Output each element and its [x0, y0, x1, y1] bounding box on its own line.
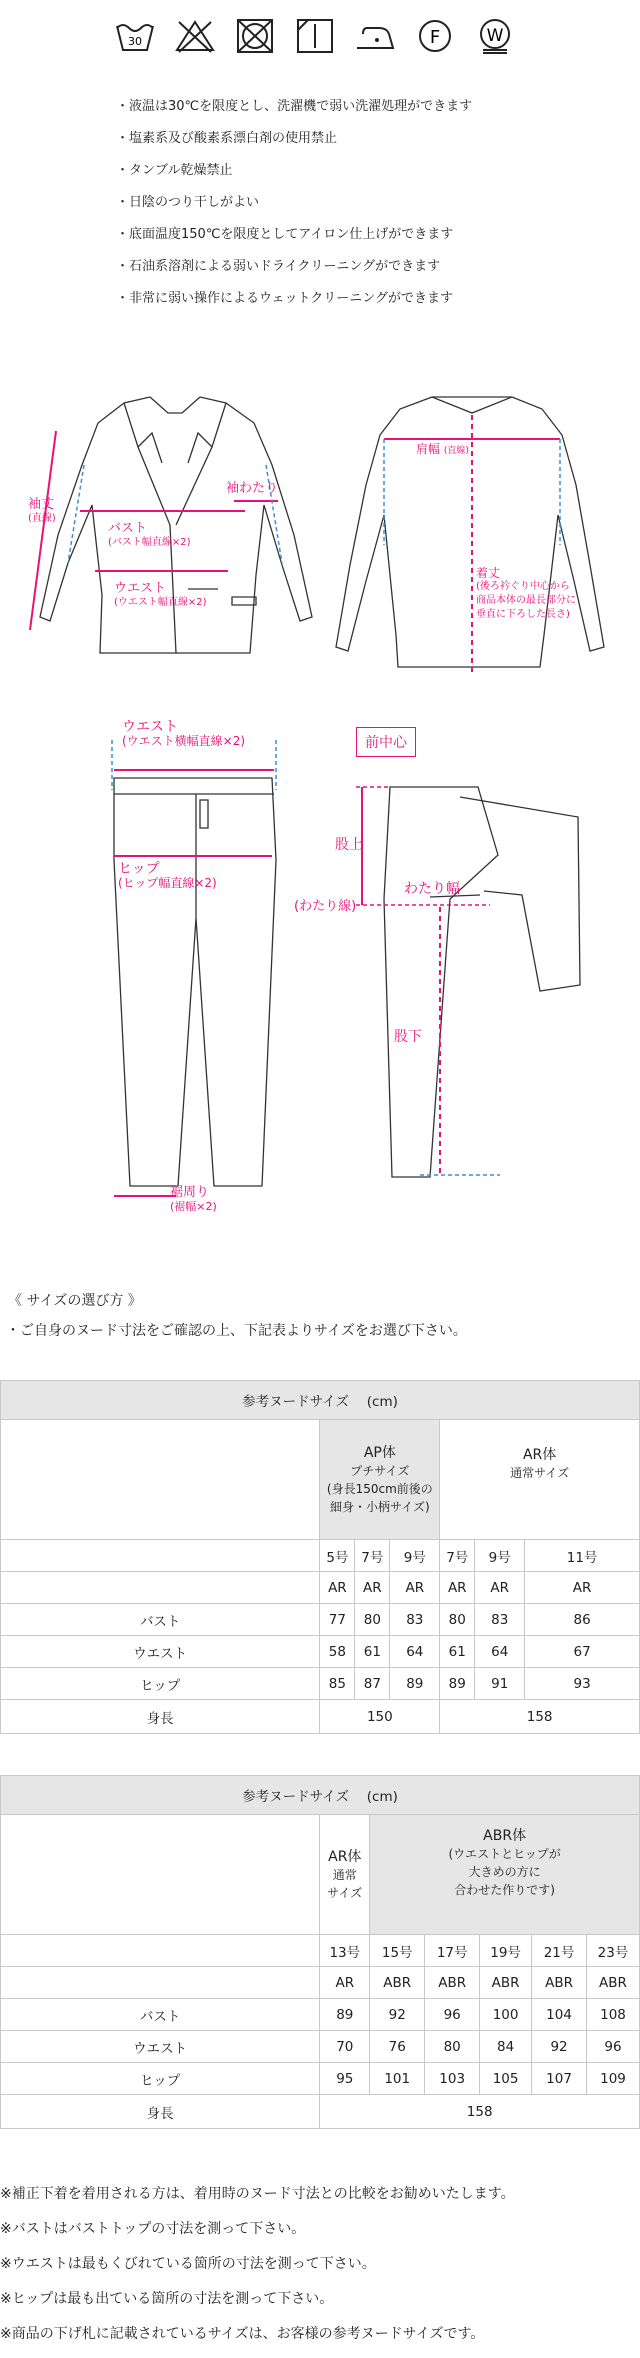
- row-label: バスト: [1, 1999, 320, 2031]
- size-cell: 11号: [525, 1540, 640, 1572]
- dry-clean-f-icon: [412, 14, 458, 58]
- row-label: 身長: [1, 2095, 320, 2129]
- value-cell: 96: [425, 1999, 480, 2031]
- no-bleach-icon: [172, 14, 218, 58]
- pants-front-diagram: [104, 730, 294, 1220]
- row-label: ウエスト: [1, 1636, 320, 1668]
- row-label: ウエスト: [1, 2031, 320, 2063]
- table2-row-hip: [1, 2063, 640, 2095]
- type-cell: ABR: [370, 1967, 425, 1999]
- size-guide-text: ・ご自身のヌード寸法をご確認の上、下記表よりサイズをお選び下さい。: [6, 1323, 467, 1339]
- thigh-width-label: わたり幅: [404, 881, 460, 897]
- row-label: 身長: [1, 1700, 320, 1734]
- value-cell: 61: [440, 1636, 475, 1668]
- type-cell: AR: [390, 1572, 440, 1604]
- table1-ap-header: AP体 プチサイズ (身長150cm前後の 細身・小柄サイズ): [320, 1420, 440, 1540]
- row-label: ヒップ: [1, 2063, 320, 2095]
- wet-clean-letter: W: [486, 26, 504, 46]
- value-cell: 92: [532, 2031, 587, 2063]
- wash-temp-label: 30: [128, 35, 142, 48]
- type-cell: ABR: [425, 1967, 480, 1999]
- size-cell: 15号: [370, 1935, 425, 1967]
- waist-label: ウエスト (ウエスト幅直線×2): [114, 581, 207, 608]
- value-cell: 77: [320, 1604, 355, 1636]
- type-cell: ABR: [532, 1967, 587, 1999]
- row-label: バスト: [1, 1604, 320, 1636]
- height-cell: 158: [440, 1700, 640, 1734]
- value-cell: 61: [355, 1636, 390, 1668]
- shoulder-width-label: 肩幅 (直線): [416, 442, 469, 456]
- thigh-line-label: (わたり線): [294, 899, 357, 914]
- height-cell: 150: [320, 1700, 440, 1734]
- size-cell: 13号: [320, 1935, 370, 1967]
- total-length-label: 着丈 (後ろ衿ぐり中心から 商品本体の最長部分に 垂直に下ろした長さ): [476, 566, 576, 620]
- note-line: ※バストはバストトップの寸法を測って下さい。: [0, 2221, 306, 2237]
- care-item: ・ 塩素系及び酸素系漂白剤の使用禁止: [116, 130, 472, 162]
- value-cell: 67: [525, 1636, 640, 1668]
- size-cell: 5号: [320, 1540, 355, 1572]
- row-label: ヒップ: [1, 1668, 320, 1700]
- care-item: ・ 非常に弱い操作によるウェットクリーニングができます: [116, 290, 472, 322]
- size-cell: 9号: [475, 1540, 525, 1572]
- size-cell: 7号: [355, 1540, 390, 1572]
- line-dry-shade-icon: [292, 14, 338, 58]
- sleeve-length-label: 袖丈 (直線): [28, 497, 56, 524]
- table2-row-bust: [1, 1999, 640, 2031]
- front-center-label: 前中心: [356, 727, 416, 757]
- care-item: ・ 石油系溶剤による弱いドライクリーニングができます: [116, 258, 472, 290]
- value-cell: 64: [475, 1636, 525, 1668]
- value-cell: 92: [370, 1999, 425, 2031]
- value-cell: 87: [355, 1668, 390, 1700]
- size-cell: 7号: [440, 1540, 475, 1572]
- table1-caption: 参考ヌードサイズ (cm): [1, 1381, 640, 1420]
- value-cell: 101: [370, 2063, 425, 2095]
- type-cell: AR: [355, 1572, 390, 1604]
- value-cell: 96: [587, 2031, 640, 2063]
- table2-row-height: [1, 2095, 640, 2129]
- value-cell: 89: [320, 1999, 370, 2031]
- type-cell: ABR: [480, 1967, 532, 1999]
- value-cell: 84: [480, 2031, 532, 2063]
- table2-blank: [1, 1815, 320, 1935]
- value-cell: 103: [425, 2063, 480, 2095]
- value-cell: 64: [390, 1636, 440, 1668]
- value-cell: 58: [320, 1636, 355, 1668]
- pants-waist-label: ウエスト (ウエスト横幅直線×2): [122, 719, 246, 748]
- value-cell: 80: [440, 1604, 475, 1636]
- value-cell: 89: [440, 1668, 475, 1700]
- bicep-label: 袖わたり: [226, 481, 279, 496]
- iron-low-icon: [352, 14, 398, 58]
- nude-size-table-1: [0, 1380, 640, 1734]
- value-cell: 105: [480, 2063, 532, 2095]
- table2-abr-header: ABR体 (ウエストとヒップが 大きめの方に 合わせた作りです): [370, 1815, 640, 1935]
- size-cell: 23号: [587, 1935, 640, 1967]
- type-cell: ABR: [587, 1967, 640, 1999]
- note-line: ※補正下着を着用される方は、着用時のヌード寸法との比較をお勧めいたします。: [0, 2186, 515, 2202]
- hem-label: 裾周り (裾幅×2): [170, 1185, 217, 1213]
- size-cell: 19号: [480, 1935, 532, 1967]
- type-cell: AR: [320, 1572, 355, 1604]
- table1-blank: [1, 1420, 320, 1540]
- dry-clean-letter: F: [429, 27, 441, 48]
- value-cell: 89: [390, 1668, 440, 1700]
- table1-row-bust: [1, 1604, 640, 1636]
- value-cell: 86: [525, 1604, 640, 1636]
- nude-size-table-2: [0, 1775, 640, 2129]
- note-line: ※ヒップは最も出ている箇所の寸法を測って下さい。: [0, 2291, 334, 2307]
- value-cell: 104: [532, 1999, 587, 2031]
- value-cell: 93: [525, 1668, 640, 1700]
- value-cell: 100: [480, 1999, 532, 2031]
- size-cell: 17号: [425, 1935, 480, 1967]
- size-cell: 21号: [532, 1935, 587, 1967]
- pants-side-diagram: [340, 775, 600, 1195]
- value-cell: 107: [532, 2063, 587, 2095]
- value-cell: 80: [425, 2031, 480, 2063]
- value-cell: 95: [320, 2063, 370, 2095]
- wash-30-icon: [112, 14, 158, 58]
- table1-row-waist: [1, 1636, 640, 1668]
- care-item: ・ 日陰のつり干しがよい: [116, 194, 472, 226]
- type-cell: AR: [525, 1572, 640, 1604]
- bust-label: バスト (バスト幅直線×2): [108, 521, 191, 548]
- table1-ar-header: AR体 通常サイズ: [440, 1420, 640, 1540]
- value-cell: 70: [320, 2031, 370, 2063]
- value-cell: 108: [587, 1999, 640, 2031]
- table1-row-hip: [1, 1668, 640, 1700]
- type-cell: AR: [440, 1572, 475, 1604]
- table2-caption: 参考ヌードサイズ (cm): [1, 1776, 640, 1815]
- value-cell: 85: [320, 1668, 355, 1700]
- height-cell: 158: [320, 2095, 640, 2129]
- type-cell: AR: [320, 1967, 370, 1999]
- care-icons: [112, 14, 518, 58]
- table2-ar-header: AR体 通常 サイズ: [320, 1815, 370, 1935]
- value-cell: 109: [587, 2063, 640, 2095]
- no-tumble-dry-icon: [232, 14, 278, 58]
- value-cell: 76: [370, 2031, 425, 2063]
- table1-row-height: [1, 1700, 640, 1734]
- care-item: ・ タンブル乾燥禁止: [116, 162, 472, 194]
- jacket-back-diagram: [322, 385, 622, 675]
- note-line: ※ウエストは最もくびれている箇所の寸法を測って下さい。: [0, 2256, 376, 2272]
- pants-hip-label: ヒップ (ヒップ幅直線×2): [118, 861, 217, 890]
- size-guide-heading: 《 サイズの選び方 》: [8, 1293, 142, 1309]
- care-item: ・ 底面温度150℃を限度としてアイロン仕上げができます: [116, 226, 472, 258]
- size-cell: 9号: [390, 1540, 440, 1572]
- value-cell: 91: [475, 1668, 525, 1700]
- rise-label: 股上: [335, 837, 363, 853]
- inseam-label: 股下: [394, 1029, 422, 1045]
- care-item: ・ 液温は30℃を限度とし、洗濯機で弱い洗濯処理ができます: [116, 98, 472, 130]
- note-line: ※商品の下げ札に記載されているサイズは、お客様の参考ヌードサイズです。: [0, 2326, 485, 2342]
- care-instructions-list: [116, 98, 472, 322]
- wet-clean-w-icon: [472, 14, 518, 58]
- value-cell: 83: [475, 1604, 525, 1636]
- value-cell: 83: [390, 1604, 440, 1636]
- value-cell: 80: [355, 1604, 390, 1636]
- type-cell: AR: [475, 1572, 525, 1604]
- table2-row-waist: [1, 2031, 640, 2063]
